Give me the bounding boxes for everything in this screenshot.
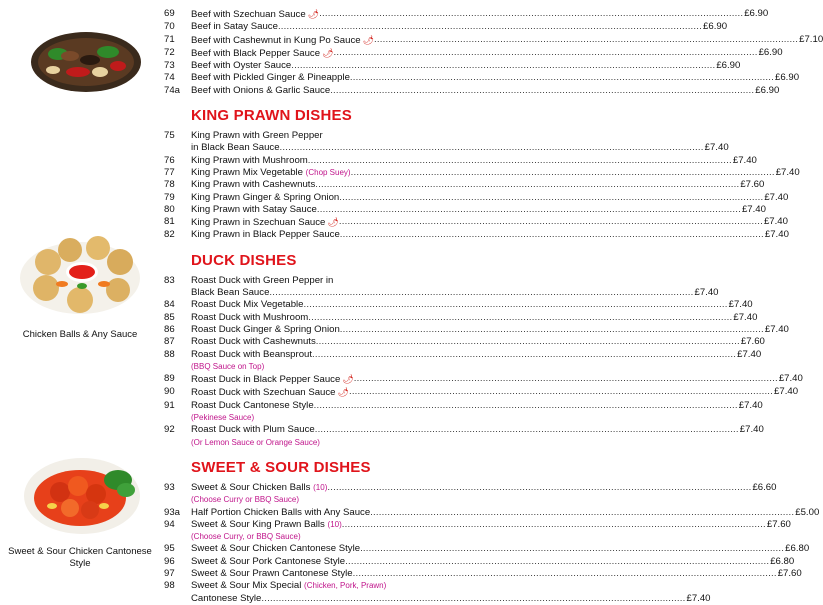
menu-item-line — [164, 275, 426, 287]
chili-icon: 🌶 — [362, 34, 375, 45]
item-name: Sweet & Sour Chicken Cantonese Style — [191, 543, 361, 555]
item-price: £7.40 — [694, 287, 719, 299]
item-name: Beef in Satay Sauce — [191, 21, 278, 33]
dot-leader — [316, 336, 740, 348]
menu-item-row — [164, 191, 789, 204]
dot-leader — [330, 85, 754, 97]
menu-item-line — [164, 580, 426, 592]
dot-leader — [269, 287, 693, 299]
item-number: 90 — [164, 386, 175, 398]
item-number: 96 — [164, 555, 175, 567]
item-number: 81 — [164, 216, 175, 228]
sweet-sour-chicken-photo — [22, 446, 142, 538]
item-name: King Prawn in Szechuan Sauce 🌶 — [191, 217, 339, 229]
chicken-balls-caption: Chicken Balls & Any Sauce — [22, 329, 138, 340]
dot-leader — [345, 556, 769, 568]
item-number — [164, 142, 191, 154]
sweet-sour-chicken-image — [22, 446, 142, 538]
menu-item-row — [164, 506, 820, 519]
item-number: 85 — [164, 311, 175, 323]
item-price: £7.40 — [739, 424, 764, 436]
item-name: King Prawn Mix Vegetable (Chop Suey) — [191, 166, 351, 178]
item-number — [164, 593, 191, 605]
item-price: £7.40 — [732, 154, 757, 166]
item-number — [164, 287, 191, 299]
dot-leader — [317, 204, 741, 216]
menu-item-row — [164, 287, 719, 299]
dot-leader — [315, 424, 739, 436]
item-number: 72 — [164, 46, 175, 58]
menu-item-row — [164, 8, 769, 21]
item-name: Half Portion Chicken Balls with Any Sauce — [191, 506, 371, 518]
dot-leader — [327, 482, 751, 494]
item-price: £7.60 — [740, 336, 765, 348]
item-name: Beef with Cashewnut in Kung Po Sauce 🌶 — [191, 34, 375, 46]
dot-leader — [354, 373, 778, 386]
menu-item-row — [164, 386, 799, 399]
item-number: 91 — [164, 399, 175, 411]
dot-leader — [291, 60, 715, 72]
item-number-spacer — [164, 437, 191, 449]
dot-leader — [314, 400, 738, 412]
item-price: £6.90 — [758, 46, 783, 58]
item-number: 78 — [164, 179, 175, 191]
item-name: Roast Duck in Black Pepper Sauce 🌶 — [191, 374, 354, 386]
item-price: £6.60 — [752, 481, 777, 493]
dot-leader — [342, 519, 766, 531]
item-name: Beef with Pickled Ginger & Pineapple — [191, 72, 350, 84]
item-number: 69 — [164, 8, 175, 19]
section-gap — [164, 97, 426, 107]
item-number: 88 — [164, 348, 175, 360]
section-heading: SWEET & SOUR DISHES — [191, 458, 371, 476]
item-subnote: (Or Lemon Sauce or Orange Sauce) — [191, 437, 320, 447]
item-price: £6.90 — [716, 60, 741, 72]
chicken-balls-photo — [18, 226, 142, 318]
item-name: Beef with Onions & Garlic Sauce — [191, 84, 331, 96]
item-number: 89 — [164, 373, 175, 385]
item-price: £6.90 — [775, 72, 800, 84]
dot-leader — [312, 349, 736, 361]
item-number-spacer — [164, 531, 191, 543]
item-subnote: (Choose Curry or BBQ Sauce) — [191, 495, 300, 505]
menu-item-row — [164, 518, 791, 531]
menu-item-row — [164, 543, 810, 555]
item-price: £7.40 — [774, 386, 799, 398]
item-price: £7.60 — [740, 179, 765, 191]
item-number-spacer — [164, 361, 191, 373]
menu-item-row — [164, 592, 711, 605]
menu-item-row — [164, 567, 802, 580]
item-price: £7.10 — [799, 33, 823, 45]
photo-column — [0, 0, 160, 600]
menu-item-subnote — [164, 531, 426, 543]
item-name: in Black Bean Sauce — [191, 142, 280, 154]
item-price: £7.40 — [764, 229, 789, 241]
item-note: (10) — [313, 482, 328, 492]
section-heading: KING PRAWN DISHES — [191, 107, 352, 125]
sweet-sour-chicken-caption: Sweet & Sour Chicken Cantonese Style — [8, 546, 152, 569]
item-number: 70 — [164, 21, 175, 33]
item-number-spacer — [164, 494, 191, 506]
dot-leader — [350, 72, 774, 84]
menu-item-row — [164, 72, 800, 84]
item-price: £7.40 — [704, 142, 729, 154]
item-price: £7.40 — [738, 399, 763, 411]
menu-item-row — [164, 399, 763, 412]
chili-icon: 🌶 — [307, 9, 320, 19]
item-name: King Prawn Ginger & Spring Onion — [191, 191, 340, 203]
item-price: £7.40 — [775, 166, 800, 178]
item-number: 93a — [164, 506, 181, 518]
item-price: £6.90 — [703, 21, 728, 33]
menu-item-subnote — [164, 437, 426, 449]
item-number: 74 — [164, 72, 175, 84]
item-name: Roast Duck with Cashewnuts — [191, 336, 316, 348]
dot-leader — [308, 155, 732, 167]
item-subnote: (Choose Curry, or BBQ Sauce) — [191, 532, 301, 542]
item-name: King Prawn with Green Pepper — [191, 130, 323, 142]
menu-item-row — [164, 154, 757, 167]
dot-leader — [351, 167, 775, 179]
item-name: King Prawn with Cashewnuts — [191, 179, 316, 191]
menu-item-row — [164, 373, 803, 386]
item-number: 87 — [164, 336, 175, 348]
item-number-spacer — [164, 412, 191, 424]
item-number: 98 — [164, 580, 175, 592]
dot-leader — [261, 593, 685, 605]
dot-leader — [374, 34, 798, 47]
menu-item-row — [164, 33, 823, 47]
dot-leader — [278, 21, 702, 33]
item-name: Roast Duck with Mushroom — [191, 311, 309, 323]
dot-leader — [339, 192, 763, 204]
item-price: £5.00 — [795, 506, 820, 518]
chicken-balls-image — [18, 226, 142, 318]
item-name: Beef with Szechuan Sauce 🌶 — [191, 9, 320, 20]
section-gap — [164, 449, 426, 459]
dot-leader — [339, 216, 763, 229]
dot-leader — [370, 507, 794, 519]
item-name: Sweet & Sour Prawn Cantonese Style — [191, 567, 353, 579]
dot-leader — [280, 142, 704, 154]
item-price: £6.90 — [744, 8, 769, 19]
item-price: £7.40 — [763, 216, 788, 228]
item-note: (Chop Suey) — [305, 167, 351, 177]
dot-leader — [340, 229, 764, 241]
item-price: £7.40 — [764, 191, 789, 203]
item-number: 79 — [164, 191, 175, 203]
item-name: Roast Duck with Plum Sauce — [191, 424, 315, 436]
dot-leader — [308, 312, 732, 324]
item-number: 77 — [164, 166, 175, 178]
menu-item-row — [164, 481, 777, 494]
menu-item-row — [164, 323, 789, 336]
item-number: 84 — [164, 299, 175, 311]
item-price: £7.40 — [778, 373, 803, 385]
item-number: 74a — [164, 84, 181, 96]
menu-item-row — [164, 166, 800, 179]
item-price: £7.60 — [766, 518, 791, 530]
item-price: £7.40 — [737, 348, 762, 360]
item-price: £6.90 — [755, 84, 780, 96]
menu-item-row — [164, 203, 766, 216]
item-name: Roast Duck with Green Pepper in — [191, 274, 334, 286]
dot-leader — [319, 8, 743, 21]
item-name: Sweet & Sour Pork Cantonese Style — [191, 555, 346, 567]
item-price: £7.40 — [764, 323, 789, 335]
item-note: (10) — [327, 519, 342, 529]
menu-item-row — [164, 142, 729, 154]
item-number: 94 — [164, 518, 175, 530]
item-note: (Chicken, Pork, Prawn) — [304, 581, 387, 591]
item-price: £7.40 — [728, 299, 753, 311]
menu-item-row — [164, 46, 783, 60]
menu-item-row — [164, 555, 795, 568]
item-price: £7.40 — [686, 592, 711, 604]
item-name: Roast Duck Ginger & Spring Onion — [191, 323, 340, 335]
item-number: 95 — [164, 543, 175, 555]
menu-item-row — [164, 336, 765, 348]
menu-item-subnote — [164, 361, 426, 373]
menu-item-row — [164, 424, 764, 436]
item-name: Roast Duck with Szechuan Sauce 🌶 — [191, 387, 349, 399]
item-name: Roast Duck Cantonese Style — [191, 399, 314, 411]
item-number: 92 — [164, 424, 175, 436]
menu-item-row — [164, 348, 762, 361]
dot-leader — [360, 543, 784, 555]
chili-icon: 🌶 — [322, 47, 334, 58]
menu-item-row — [164, 299, 753, 311]
beef-dish-image — [28, 22, 144, 98]
item-price: £6.80 — [785, 543, 810, 555]
item-number: 76 — [164, 154, 175, 166]
beef-dish-photo — [28, 22, 144, 98]
section-gap — [164, 242, 426, 252]
item-number: 80 — [164, 203, 175, 215]
dot-leader — [304, 299, 728, 311]
chili-icon: 🌶 — [337, 387, 349, 398]
item-name: King Prawn with Mushroom — [191, 154, 308, 166]
item-name: Cantonese Style — [191, 592, 262, 604]
item-number: 71 — [164, 33, 175, 45]
dot-leader — [315, 179, 739, 191]
item-name: Sweet & Sour Chicken Balls (10) — [191, 481, 328, 493]
dot-leader — [340, 324, 764, 336]
item-name: Roast Duck Mix Vegetable — [191, 299, 304, 311]
menu-item-row — [164, 60, 741, 72]
menu-item-row — [164, 179, 765, 191]
item-number: 75 — [164, 130, 175, 142]
item-name: King Prawn with Satay Sauce — [191, 203, 317, 215]
item-price: £6.80 — [770, 555, 795, 567]
item-number: 82 — [164, 229, 175, 241]
item-name: Beef with Black Pepper Sauce 🌶 — [191, 47, 334, 59]
menu-sections — [164, 97, 820, 605]
item-name: Beef with Oyster Sauce — [191, 60, 292, 72]
dot-leader — [353, 568, 777, 580]
item-number: 83 — [164, 274, 175, 286]
menu-item-subnote — [164, 412, 426, 424]
section-heading: DUCK DISHES — [191, 251, 297, 269]
menu-item-row — [164, 229, 789, 241]
item-subnote: (Pekinese Sauce) — [191, 413, 255, 423]
item-name: Black Bean Sauce — [191, 287, 270, 299]
item-subnote: (BBQ Sauce on Top) — [191, 361, 265, 371]
chili-icon: 🌶 — [342, 374, 354, 385]
beef-dishes-list — [164, 8, 823, 97]
chili-icon: 🌶 — [327, 217, 339, 228]
menu-list — [164, 8, 823, 605]
menu-item-row — [164, 21, 728, 33]
item-name: King Prawn in Black Pepper Sauce — [191, 229, 340, 241]
item-price: £7.40 — [733, 311, 758, 323]
dot-leader — [349, 386, 773, 399]
dot-leader — [334, 47, 758, 60]
menu-item-row — [164, 216, 788, 229]
menu-item-row — [164, 311, 758, 324]
menu-item-subnote — [164, 494, 426, 506]
item-number: 97 — [164, 567, 175, 579]
item-name: Roast Duck with Beansprout — [191, 348, 313, 360]
menu-item-row — [164, 84, 780, 97]
item-name: Sweet & Sour King Prawn Balls (10) — [191, 518, 342, 530]
item-number: 73 — [164, 60, 175, 72]
item-price: £7.40 — [741, 203, 766, 215]
item-number: 93 — [164, 481, 175, 493]
item-price: £7.60 — [777, 567, 802, 579]
item-name: Sweet & Sour Mix Special (Chicken, Pork, Prawn) — [191, 580, 387, 592]
menu-item-line — [164, 130, 426, 142]
item-number: 86 — [164, 323, 175, 335]
